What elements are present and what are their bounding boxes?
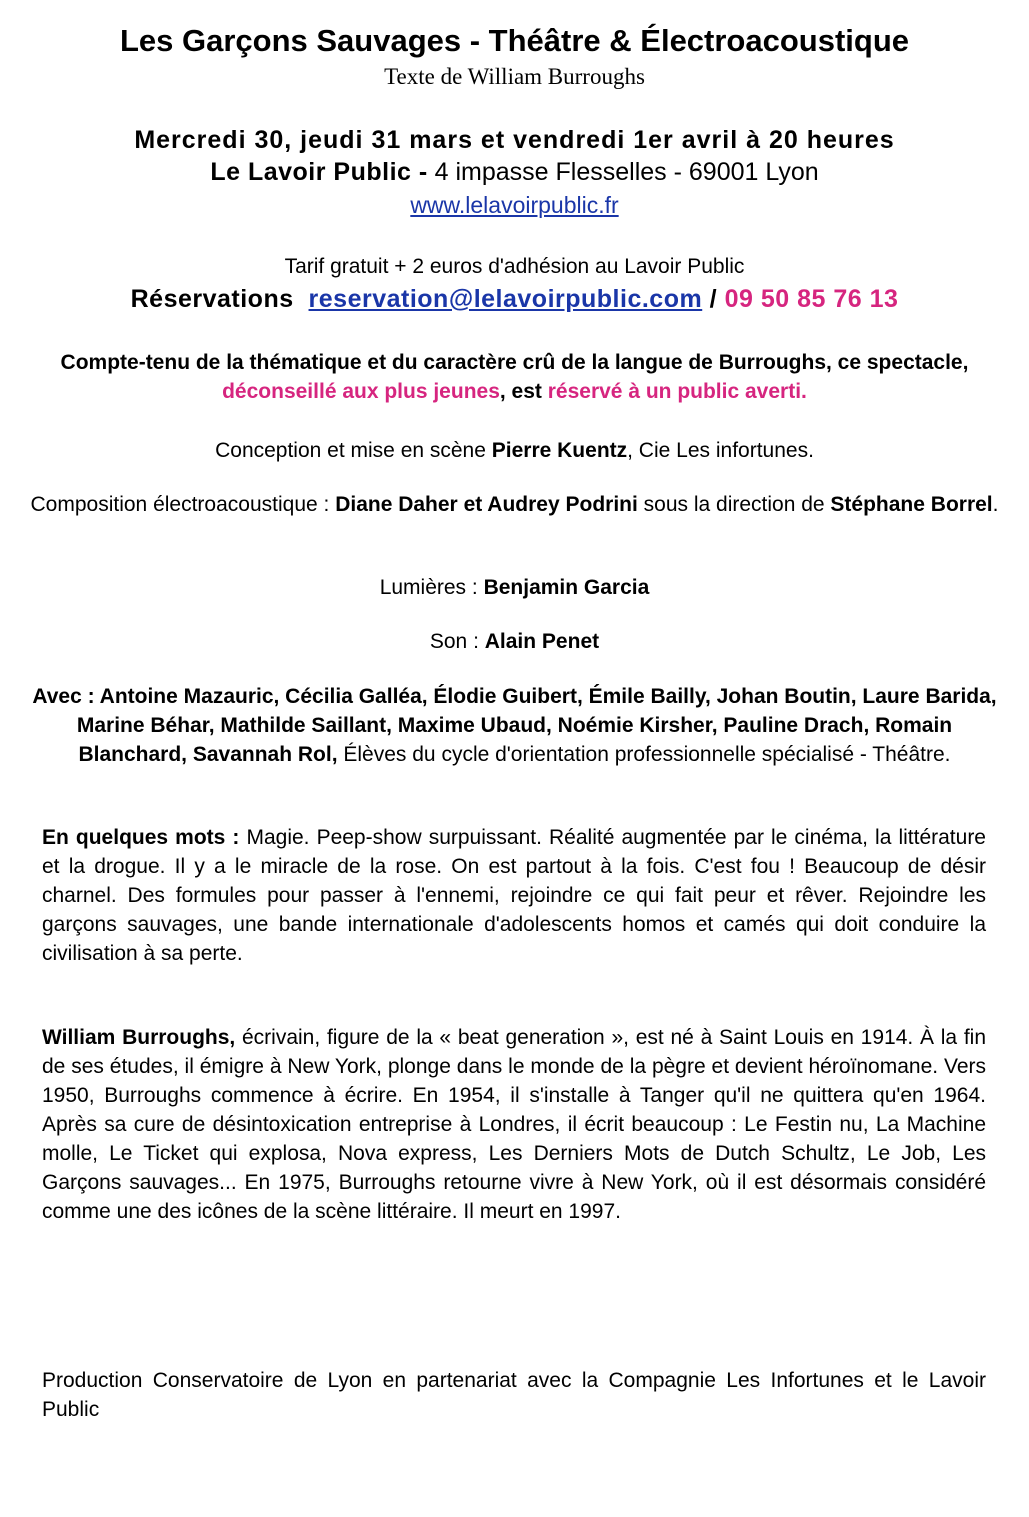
reservation-label: Réservations [130,285,302,313]
summary-text: Magie. Peep-show surpuissant. Réalité augmentée par le cinéma, la littérature et la drogue. Il y a le miracle de la rose. On est partout à la fois. C'est fou ! Beaucoup de désir charnel. Des formules pour passer à l'ennemi, rejoindre ce qui fait peur et rêver. Rejoindre les garçons sauvages, une bande internationale d'adolescents homos et camés qui doit conduire la civilisation à sa perte. [42,826,986,965]
composition-prefix: Composition électroacoustique : [30,493,336,516]
reservation-line [0,283,1029,315]
cast-suffix: Élèves du cycle d'orientation professionnelle spécialisé - Théâtre. [337,743,951,766]
page-title: Les Garçons Sauvages - Théâtre & Électroacoustique [119,23,910,58]
credit-son [30,627,999,656]
biography-paragraph [42,1023,986,1226]
credit-cast [30,682,999,769]
composition-suffix: . [992,493,999,516]
warning-text-2: , est [499,380,548,403]
composition-director: Stéphane Borrel [830,493,993,516]
warning-text-1: Compte-tenu de la thématique et du caractère crû de la langue de Burroughs, ce spectacle, [60,351,969,374]
son-name: Alain Penet [484,630,600,653]
reservation-email-link[interactable]: reservation@lelavoirpublic.com [308,285,703,313]
conception-suffix: , Cie Les infortunes. [627,439,814,462]
summary-paragraph [42,823,986,968]
website-line [0,190,1029,220]
credit-conception [30,436,999,465]
tarif-line: Tarif gratuit + 2 euros d'adhésion au Lavoir Public [284,255,745,278]
credit-lumieres [30,573,999,602]
venue-name: Le Lavoir Public - [210,158,428,186]
cast-names: Avec : Antoine Mazauric, Cécilia Galléa, Élodie Guibert, Émile Bailly, Johan Boutin, Laure Barida, Marine Béhar, Mathilde Saillant, Maxime Ubaud, Noémie Kirsher, Pauline Drach, Romain Blanchard, Savannah Rol, [32,685,997,766]
composition-mid: sous la direction de [637,493,831,516]
reservation-separator: / [702,285,725,313]
lumieres-prefix: Lumières : [379,576,484,599]
biography-text: écrivain, figure de la « beat generation », est né à Saint Louis en 1914. À la fin de ses études, il émigre à New York, plonge dans le monde de la pègre et devient héroïnomane. Vers 1950, Burroughs commence à écrire. En 1954, il s'installe à Tanger qu'il ne quittera qu'en 1964. Après sa cure de désintoxication entreprise à Londres, il écrit beaucoup : Le Festin nu, La Machine molle, Le Ticket qui explosa, Nova express, Les Derniers Mots de Dutch Schultz, Le Job, Les Garçons sauvages... En 1975, Burroughs retourne vivre à New York, où il est désormais considéré comme une des icônes de la scène littéraire. Il meurt en 1997. [42,1026,987,1223]
conception-name: Pierre Kuentz [491,439,628,462]
page-subtitle: Texte de William Burroughs [384,64,645,89]
warning-highlight-1: déconseillé aux plus jeunes [222,380,500,403]
summary-label: En quelques mots : [42,826,247,849]
event-dates: Mercredi 30, jeudi 31 mars et vendredi 1er avril à 20 heures [134,126,895,154]
conception-prefix: Conception et mise en scène [215,439,492,462]
production-credit: Production Conservatoire de Lyon en partenariat avec la Compagnie Les Infortunes et le Lavoir Public [42,1369,986,1421]
lumieres-name: Benjamin Garcia [483,576,650,599]
biography-name: William Burroughs, [42,1026,236,1049]
event-venue [0,156,1029,188]
reservation-phone: 09 50 85 76 13 [724,285,899,313]
audience-warning [30,348,999,406]
warning-highlight-2: réservé à un public averti. [547,380,807,403]
composition-names: Diane Daher et Audrey Podrini [335,493,638,516]
credit-composition [30,490,999,519]
son-prefix: Son : [429,630,485,653]
venue-address: 4 impasse Flesselles - 69001 Lyon [427,158,819,186]
website-link[interactable]: www.lelavoirpublic.fr [410,192,619,218]
